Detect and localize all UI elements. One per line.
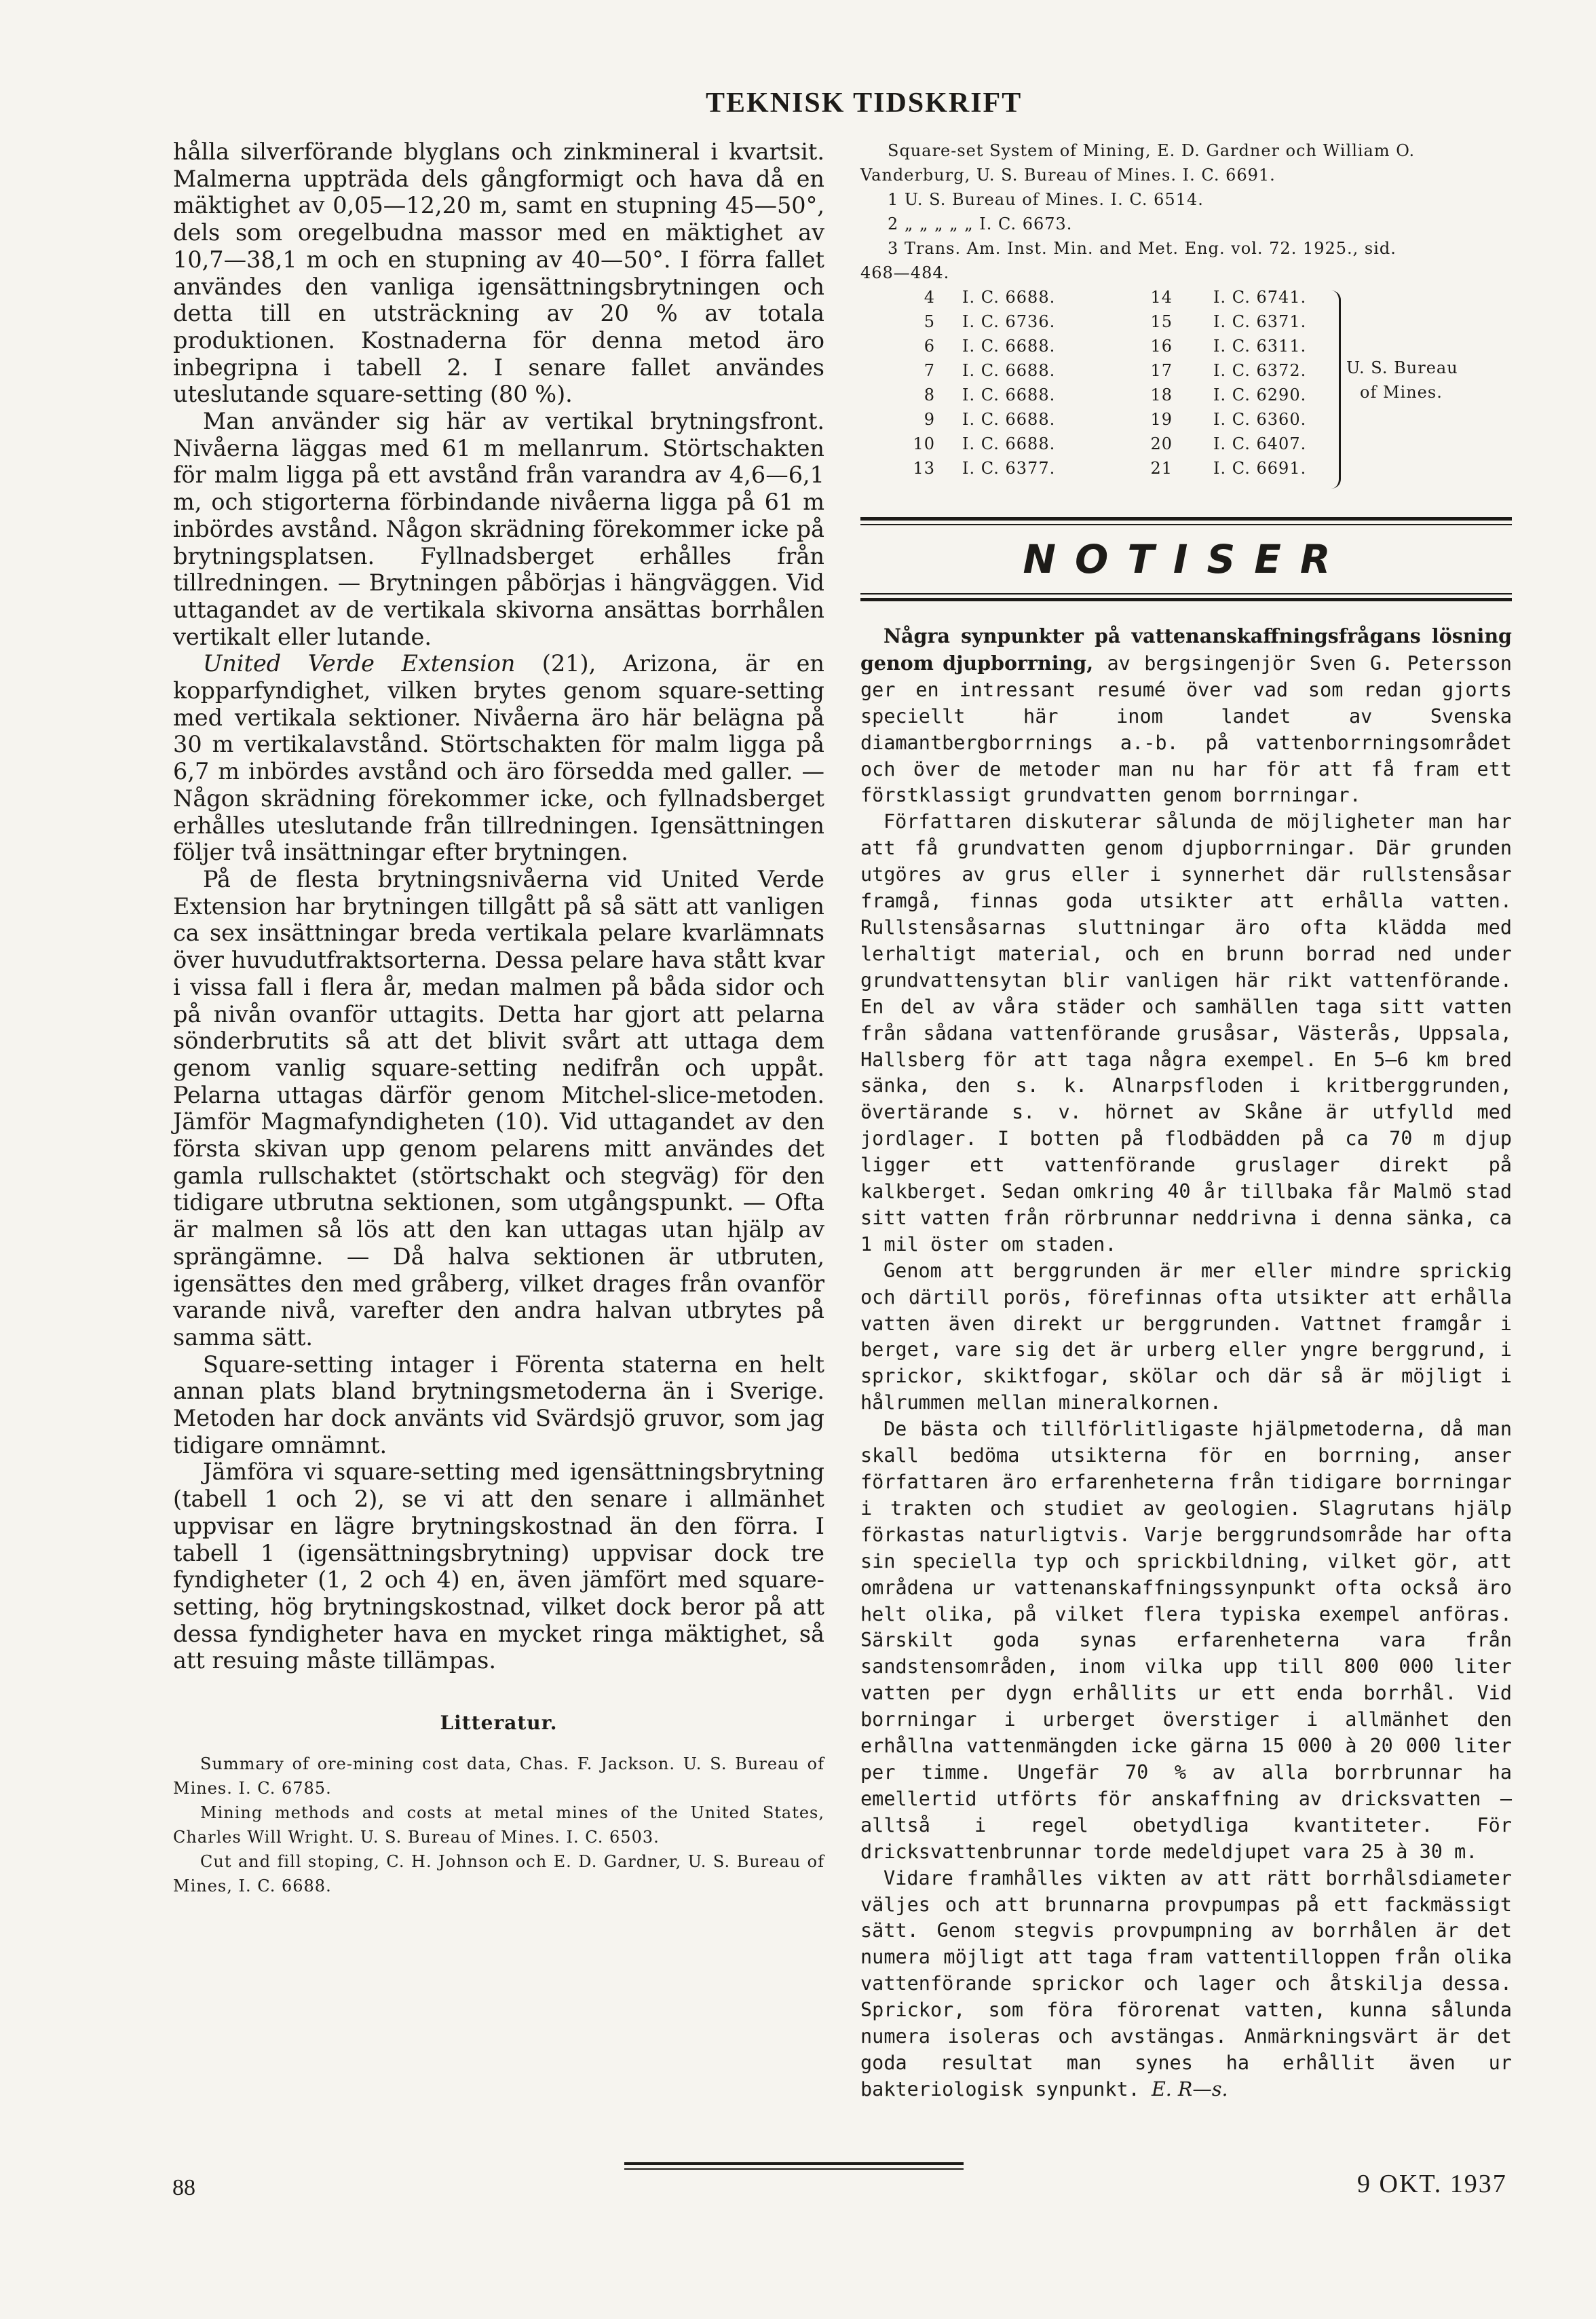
bureau-line: of Mines.: [1360, 383, 1443, 402]
ic-left-codes: [962, 285, 1055, 480]
ic-number: 21: [1150, 459, 1173, 478]
divider: [624, 2168, 964, 2170]
divider: [860, 517, 1512, 521]
notice-lead-text: av bergsingenjör Sven G. Petersson ger en intressant resumé över vad som redan gjorts speciellt här inom landet av Svenska diamantbergborrnings a.-b. på vattenborrningsområdet och över de metoder man nu har för att få fram ett förstklassigt grundvatten genom borrningar.: [860, 652, 1513, 807]
ic-number: 15: [1150, 312, 1173, 331]
uve-text: (21), Arizona, är en kopparfyndighet, vilken brytes genom square-setting med vertikala sektioner. Nivåerna äro här belägna på 30 m vertikalavstånd. Störtschakten för malm ligga på 6,7 m inbördes avstånd och äro försedda med galler. — Någon skrädning förekommer icke, och fyllnadsberget erhålles uteslutande från tillredningen. Igensättningen följer två insättningar efter brytningen.: [173, 650, 824, 866]
ic-code: I. C. 6691.: [1213, 459, 1307, 478]
signature: E. R—s.: [1151, 2077, 1228, 2100]
notice-lead: [860, 623, 1512, 809]
paragraph: Jämföra vi square-setting med igensättningsbrytning (tabell 1 och 2), se vi att den senare i allmänhet uppvisar en lägre brytningskostnad än den förra. I tabell 1 (igensättningsbrytning) uppvisar dock tre fyndigheter (1, 2 och 4) en, även jämfört med square-setting, hög brytningskostnad, vilket dock beror på att dessa fyndigheter hava en mycket ringa mäktighet, så att resuing måste tillämpas.: [173, 1458, 824, 1674]
ic-number: 14: [1150, 288, 1173, 307]
reference: 3 Trans. Am. Inst. Min. and Met. Eng. vol. 72. 1925., sid.: [888, 239, 1396, 258]
page-number: 88: [172, 2175, 195, 2200]
ic-code: I. C. 6407.: [1213, 434, 1307, 453]
ic-right-numbers: [1139, 285, 1173, 480]
paragraph-uve: [173, 650, 824, 866]
reference: Square-set System of Mining, E. D. Gardner och William O. Vanderburg, U. S. Bureau of Mines. I. C. 6691.: [860, 141, 1416, 185]
reference: 468—484.: [860, 263, 950, 282]
paragraph: hålla silverförande blyglans och zinkmineral i kvartsit. Malmerna uppträda dels gångformigt och hava då en mäktighet av 0,05—12,20 m, samt en stupning 45—50°, dels som oregelbudna massor med en mäktighet av 10,7—38,1 m och en stupning av 40—50°. I förra fallet användes den vanliga igensättningsbrytningen och detta till en utsträckning av 20 % av totala produktionen. Kostnaderna för denna metod äro inbegripna i tabell 2. I senare fallet användes uteslutande square-setting (80 %).: [173, 138, 824, 408]
paragraph-text: Vidare framhålles vikten av att rätt borrhålsdiameter väljes och att brunnarna provpumpas på ett fackmässigt sätt. Genom stegvis provpumpning av borrhålen är det numera möjligt att taga fram vattentilloppen från olika vattenförande sprickor och lager och åtskilja dessa. Sprickor, som föra förorenat vatten, kunna sålunda numera isoleras och avstängas. Anmärkningsvärt är det goda resultat man synes ha erhållit även ur bakteriologisk synpunkt.: [860, 1866, 1512, 2100]
ic-code: I. C. 6741.: [1213, 288, 1307, 307]
ic-number: 9: [924, 410, 935, 429]
ic-left-numbers: [901, 285, 935, 480]
paragraph: Man använder sig här av vertikal brytningsfront. Nivåerna läggas med 61 m mellanrum. Störtschakten för malm ligga på ett avstånd från varandra av 4,6—6,1 m, och stigorterna förbindande nivåerna ligga på 61 m inbördes avstånd. Någon skrädning förekommer icke på brytningsplatsen. Fyllnadsberget erhålles från tillredningen. — Brytningen påbörjas i hängväggen. Vid uttagandet av de vertikala skivorna ansättas borrhålen vertikalt eller lutande.: [173, 408, 824, 650]
paragraph: Square-setting intager i Förenta staterna en helt annan plats bland brytningsmetoderna än i Sverige. Metoden har dock använts vid Svärdsjö gruvor, som jag tidigare omnämnt.: [173, 1351, 824, 1458]
ic-code: I. C. 6371.: [1213, 312, 1307, 331]
ic-code: I. C. 6688.: [962, 410, 1056, 429]
notice-headline: Några synpunkter på vattenanskaffningsfrågans lösning genom djupborrning,: [860, 624, 1512, 675]
ic-number: 7: [924, 361, 935, 380]
ic-number: 18: [1150, 385, 1173, 404]
paragraph: Författaren diskuterar sålunda de möjligheter man har att få grundvatten genom djupborrningar. Där grunden utgöres av grus eller i synnerhet där rullstensåsar framgå, finnas goda utsikter att erhålla vatten. Rullstensåsarnas sluttningar äro ofta klädda med lerhaltigt material, och en brunn borrad ned under grundvattensytan blir vanligen här rikt vattenförande. En del av våra städer och samhällen taga sitt vatten från sådana vattenförande grusåsar, Västerås, Uppsala, Hallsberg för att taga några exempel. En 5—6 km bred sänka, den s. k. Alnarpsfloden i kritberggrunden, övertärande s. v. hörnet av Skåne är utfylld med jordlager. I botten på flodbädden på ca 70 m djup ligger ett vattenförande gruslager direkt på kalkberget. Sedan omkring 40 år tillbaka får Malmö stad sitt vatten från rörbrunnar neddrivna i denna sänka, ca 1 mil öster om staden.: [860, 810, 1512, 1256]
literature-heading: Litteratur.: [440, 1712, 558, 1735]
ic-number: 6: [924, 337, 935, 356]
literature-list: [173, 1752, 824, 1898]
ic-number: 5: [924, 312, 935, 331]
ic-code: I. C. 6736.: [962, 312, 1056, 331]
ic-right-codes: [1213, 285, 1306, 480]
uve-name: United Verde Extension: [203, 650, 516, 677]
divider: [860, 593, 1512, 595]
divider: [624, 2162, 964, 2165]
section-title: NOTISER: [1023, 536, 1350, 582]
left-column: [173, 138, 824, 1898]
ic-number: 13: [913, 459, 935, 478]
notiser-header: [860, 517, 1512, 601]
ic-number: 4: [924, 288, 935, 307]
ic-code: I. C. 6688.: [962, 288, 1056, 307]
ic-number: 19: [1150, 410, 1173, 429]
ic-code: I. C. 6311.: [1213, 337, 1307, 356]
issue-date: 9 OKT. 1937: [1357, 2170, 1507, 2198]
paragraph: De bästa och tillförlitligaste hjälpmetoderna, då man skall bedöma utsikterna för en borrning, anser författaren äro erfarenheterna från tidigare borrningar i trakten och studiet av geologien. Slagrutans hjälp förkastas naturligtvis. Varje berggrundsområde har ofta sin speciella typ och sprickbildning, vilket gör, att områdena ur vattenanskaffningssynpunkt ofta också äro helt olika, på vilket flera typiska exempel anföras. Särskilt goda synas erfarenheterna vara från sandstensområden, inom vilka upp till 800 000 liter vatten per dygn erhållits ur ett enda borrhål. Vid borrningar i urberget överstiger i allmänhet den erhållna vattenmängden icke gärna 15 000 à 20 000 liter per timme. Ungefär 70 % av alla borrbrunnar ha emellertid utförts för anskaffning av dricksvatten — alltså i regel obetydliga kvantiteter. För dricksvattenbrunnar torde medeldjupet vara 25 à 30 m.: [860, 1418, 1512, 1863]
reference: 2 „ „ „ „ „ I. C. 6673.: [888, 214, 1073, 233]
ic-table: [860, 285, 1512, 505]
literature-item: Mining methods and costs at metal mines of the United States, Charles Will Wright. U. S. Bureau of Mines. I. C. 6503.: [173, 1803, 824, 1847]
footer-rule: [624, 2162, 964, 2170]
masthead: TEKNISK TIDSKRIFT: [706, 88, 1023, 119]
literature-item: Summary of ore-mining cost data, Chas. F. Jackson. U. S. Bureau of Mines. I. C. 6785.: [173, 1754, 824, 1798]
ic-number: 8: [924, 385, 935, 404]
ic-code: I. C. 6688.: [962, 361, 1056, 380]
literature-item: Cut and fill stoping, C. H. Johnson och E. D. Gardner, U. S. Bureau of Mines, I. C. 6688.: [173, 1851, 824, 1896]
divider: [860, 598, 1512, 601]
ic-code: I. C. 6688.: [962, 434, 1056, 453]
ic-number: 20: [1150, 434, 1173, 453]
ic-code: I. C. 6360.: [1213, 410, 1307, 429]
notiser-body: [860, 623, 1512, 2103]
ic-code: I. C. 6377.: [962, 459, 1056, 478]
reference: 1 U. S. Bureau of Mines. I. C. 6514.: [888, 190, 1204, 209]
ic-code: I. C. 6688.: [962, 385, 1056, 404]
ic-code: I. C. 6290.: [1213, 385, 1307, 404]
bureau-line: U. S. Bureau: [1346, 358, 1458, 377]
paragraph: Genom att berggrunden är mer eller mindre sprickig och därtill porös, förefinnas ofta utsikter att erhålla vatten även direkt ur berggrunden. Vattnet framgår i berget, vare sig det är urberg eller yngre berggrund, i sprickor, skiktfogar, skölar och där så är möjligt i hålrummen mellan mineralkornen.: [860, 1259, 1512, 1414]
ic-number: 16: [1150, 337, 1173, 356]
ic-code: I. C. 6372.: [1213, 361, 1307, 380]
right-column-references: [860, 138, 1512, 505]
bureau-label: [1346, 356, 1458, 404]
ic-code: I. C. 6688.: [962, 337, 1056, 356]
paragraph-last: [860, 1866, 1512, 2103]
ic-number: 10: [913, 434, 935, 453]
ic-number: 17: [1150, 361, 1173, 380]
paragraph: På de flesta brytningsnivåerna vid United Verde Extension har brytningen tillgått på så sätt att vanligen ca sex insättningar breda vertikala pelare kvarlämnats över huvudutfraktsorterna. Dessa pelare hava stått kvar i vissa fall i flera år, medan malmen på båda sidor och på nivån ovanför uttagits. Detta har gjort att pelarna sönderbrutits så att det blivit svårt att uttaga dem genom vanlig square-setting nedifrån och uppåt. Pelarna uttagas därför genom Mitchel-slice-metoden. Jämför Magmafyndigheten (10). Vid uttagandet av den första skivan upp genom pelarens mitt användes det gamla rullschaktet (störtschakt och stegväg) för den tidigare utbrutna sektionen, som utgångspunkt. — Ofta är malmen så lös att den kan uttagas utan hjälp av sprängämne. — Då halva sektionen är utbruten, igensättes den med gråberg, vilket drages från ovanför varande nivå, varefter den andra halvan utbrytes på samma sätt.: [173, 865, 824, 1351]
brace-icon: [1331, 290, 1341, 489]
